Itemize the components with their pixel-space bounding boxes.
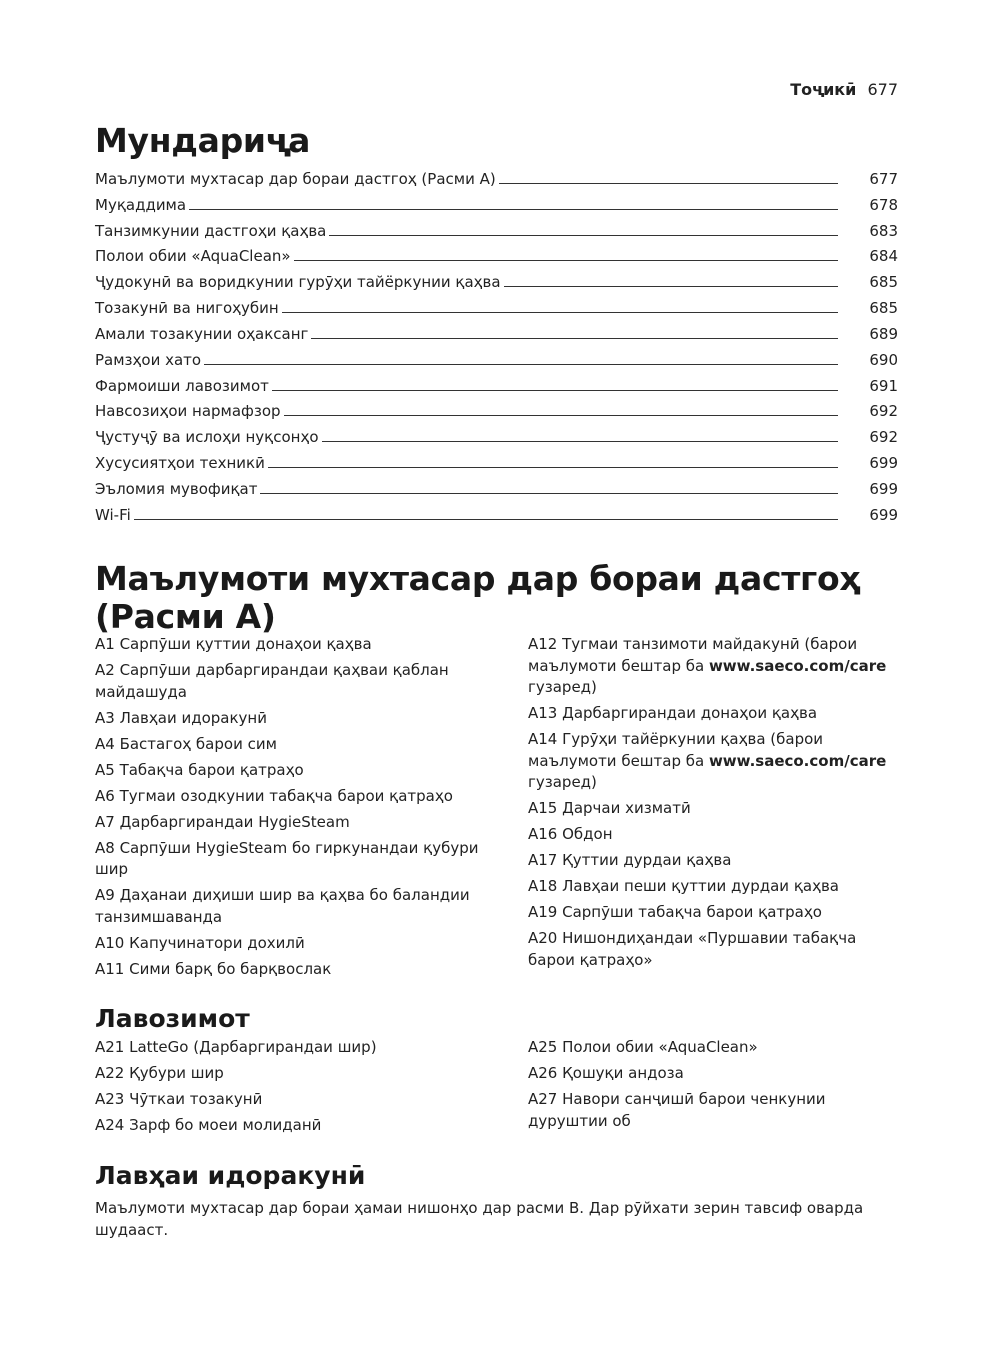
item-text: A10 Капучинатори дохилӣ bbox=[95, 933, 305, 952]
toc-leader-line bbox=[268, 467, 838, 468]
toc-entry[interactable] bbox=[95, 344, 898, 370]
accessories-list-right bbox=[528, 1037, 898, 1141]
accessories-list-left bbox=[95, 1037, 495, 1141]
toc-entry[interactable] bbox=[95, 499, 898, 525]
list-item bbox=[95, 885, 495, 928]
list-item bbox=[95, 838, 495, 881]
toc-entry-page: 691 bbox=[869, 376, 898, 395]
toc-entry-title: Ҷустуҷӯ ва ислоҳи нуқсонҳо bbox=[95, 428, 319, 447]
item-text: A12 Тугмаи танзимоти майдакунӣ (барои маълумоти бештар ба bbox=[528, 635, 858, 675]
toc-entry-page: 699 bbox=[869, 454, 898, 473]
list-item bbox=[95, 1089, 495, 1111]
list-item bbox=[95, 1115, 495, 1137]
list-item bbox=[95, 708, 495, 730]
item-text: A21 LatteGo (Дарбаргирандаи шир) bbox=[95, 1038, 377, 1056]
list-item bbox=[95, 760, 495, 782]
list-item bbox=[528, 729, 898, 794]
toc-entry[interactable] bbox=[95, 447, 898, 473]
care-link[interactable]: www.saeco.com/care bbox=[708, 656, 887, 675]
item-text: A25 Полои обии «AquaClean» bbox=[528, 1038, 758, 1056]
header-page-number: 677 bbox=[867, 80, 898, 99]
toc-entry-title: Хусусиятҳои техникӣ bbox=[95, 454, 265, 473]
accessories-heading: Лавозимот bbox=[95, 1004, 250, 1033]
item-text: A13 Дарбаргирандаи донаҳои қаҳва bbox=[528, 704, 818, 722]
item-text: A9 Даҳанаи диҳиши шир ва қаҳва бо баландии танзимшаванда bbox=[95, 886, 470, 926]
toc-leader-line bbox=[204, 364, 838, 365]
list-item bbox=[528, 902, 898, 924]
toc-entry-title: Маълумоти мухтасар дар бораи дастгоҳ (Расми A) bbox=[95, 169, 496, 188]
item-text: A20 Нишондиҳандаи «Пуршавии табақча барои қатраҳо» bbox=[528, 929, 857, 969]
list-item bbox=[528, 798, 898, 820]
care-link[interactable]: www.saeco.com/care bbox=[708, 751, 887, 770]
header-language: Тоҷикӣ bbox=[790, 80, 857, 99]
item-text: A24 Зарф бо моеи молиданӣ bbox=[95, 1116, 322, 1134]
item-text: A11 Сими барқ бо барқвослак bbox=[95, 959, 332, 978]
toc-entry-page: 692 bbox=[869, 428, 898, 447]
item-text-after: гузаред) bbox=[528, 678, 597, 696]
toc-entry-page: 690 bbox=[869, 350, 898, 369]
toc-entry[interactable] bbox=[95, 163, 898, 189]
toc-entry[interactable] bbox=[95, 396, 898, 422]
item-text: A27 Навори санҷишӣ барои ченкунии дуруштии об bbox=[528, 1090, 826, 1130]
toc-entry-page: 689 bbox=[869, 324, 898, 343]
item-text: A1 Сарпӯши қуттии донаҳои қаҳва bbox=[95, 635, 372, 653]
list-item bbox=[528, 634, 898, 699]
toc-entry[interactable] bbox=[95, 215, 898, 241]
list-item bbox=[528, 1063, 898, 1085]
list-item bbox=[528, 1037, 898, 1059]
list-item bbox=[95, 734, 495, 756]
toc-heading: Мундариҷа bbox=[95, 121, 311, 160]
toc-entry-page: 678 bbox=[869, 195, 898, 214]
item-text: A7 Дарбаргирандаи HygieSteam bbox=[95, 812, 350, 831]
item-text: A14 Гурӯҳи тайёркунии қаҳва (барои маълумоти бештар ба bbox=[528, 730, 824, 770]
item-text: A23 Чӯткаи тозакунӣ bbox=[95, 1090, 263, 1108]
item-text: A3 Лавҳаи идоракунӣ bbox=[95, 708, 267, 727]
toc-entry-page: 685 bbox=[869, 273, 898, 292]
control-panel-paragraph: Маълумоти мухтасар дар бораи ҳамаи нишонҳо дар расми B. Дар рӯйхати зерин тавсиф оварда шудааст. bbox=[95, 1199, 864, 1239]
toc-leader-line bbox=[189, 209, 838, 210]
toc-entry[interactable] bbox=[95, 266, 898, 292]
list-item bbox=[95, 786, 495, 808]
toc-entry[interactable] bbox=[95, 292, 898, 318]
list-item bbox=[528, 703, 898, 725]
toc-entry-title: Эъломия мувофиқат bbox=[95, 479, 258, 498]
list-item bbox=[95, 812, 495, 834]
toc-entry-page: 683 bbox=[869, 221, 898, 240]
item-text-after: гузаред) bbox=[528, 773, 597, 791]
list-item bbox=[528, 876, 898, 898]
toc-leader-line bbox=[322, 441, 838, 442]
running-header bbox=[790, 80, 898, 99]
item-text: A26 Қошуқи андоза bbox=[528, 1064, 684, 1082]
toc-entry-title: Навсозиҳои нармафзор bbox=[95, 402, 281, 421]
item-text: A8 Сарпӯши HygieSteam бо гиркунандаи қубури шир bbox=[95, 838, 479, 878]
list-item bbox=[528, 928, 898, 971]
item-text: A5 Табақча барои қатраҳо bbox=[95, 760, 304, 779]
toc-leader-line bbox=[499, 183, 838, 184]
item-text: A6 Тугмаи озодкунии табақча барои қатраҳо bbox=[95, 786, 453, 805]
toc-entry[interactable] bbox=[95, 370, 898, 396]
toc-entry-title: Рамзҳои хато bbox=[95, 350, 202, 369]
toc-leader-line bbox=[294, 260, 838, 261]
toc-entry-page: 685 bbox=[869, 299, 898, 318]
toc-entry[interactable] bbox=[95, 473, 898, 499]
toc-leader-line bbox=[134, 519, 838, 520]
toc-entry[interactable] bbox=[95, 189, 898, 215]
accessories-columns bbox=[95, 1037, 898, 1141]
table-of-contents bbox=[95, 163, 898, 525]
item-text: A16 Обдон bbox=[528, 825, 613, 843]
toc-entry[interactable] bbox=[95, 318, 898, 344]
toc-entry[interactable] bbox=[95, 421, 898, 447]
toc-leader-line bbox=[311, 338, 838, 339]
toc-leader-line bbox=[329, 235, 838, 236]
item-text: A15 Дарчаи хизматӣ bbox=[528, 799, 691, 817]
list-item bbox=[528, 824, 898, 846]
item-text: A4 Бастагоҳ барои сим bbox=[95, 734, 277, 753]
toc-leader-line bbox=[272, 390, 838, 391]
list-item bbox=[95, 660, 495, 703]
list-item bbox=[95, 1063, 495, 1085]
toc-leader-line bbox=[260, 493, 838, 494]
toc-leader-line bbox=[284, 415, 838, 416]
toc-leader-line bbox=[282, 312, 838, 313]
toc-entry-title: Ҷудокунӣ ва воридкунии гурӯҳи тайёркунии қаҳва bbox=[95, 273, 501, 292]
toc-entry-title: Полои обии «AquaClean» bbox=[95, 247, 291, 266]
toc-entry-title: Амали тозакунии оҳаксанг bbox=[95, 324, 309, 343]
toc-entry-page: 684 bbox=[869, 247, 898, 266]
list-item bbox=[95, 1037, 495, 1059]
toc-entry-page: 699 bbox=[869, 505, 898, 524]
overview-columns bbox=[95, 634, 898, 985]
item-text: A2 Сарпӯши дарбаргирандаи қаҳваи қаблан майдашуда bbox=[95, 661, 449, 701]
list-item bbox=[95, 933, 495, 955]
item-text: A19 Сарпӯши табақча барои қатраҳо bbox=[528, 903, 822, 921]
toc-entry-title: Танзимкунии дастгоҳи қаҳва bbox=[95, 221, 327, 240]
item-text: A18 Лавҳаи пеши қуттии дурдаи қаҳва bbox=[528, 877, 839, 895]
toc-entry-page: 699 bbox=[869, 479, 898, 498]
item-text: A22 Қубури шир bbox=[95, 1064, 224, 1082]
overview-list-right bbox=[528, 634, 898, 985]
toc-entry-title: Муқаддима bbox=[95, 195, 187, 214]
list-item bbox=[528, 850, 898, 872]
list-item bbox=[95, 959, 495, 981]
toc-entry-title: Wi-Fi bbox=[95, 505, 131, 524]
control-panel-heading: Лавҳаи идоракунӣ bbox=[95, 1161, 366, 1190]
list-item bbox=[95, 634, 495, 656]
list-item bbox=[528, 1089, 898, 1132]
overview-heading: Маълумоти мухтасар дар бораи дастгоҳ (Расми A) bbox=[95, 559, 861, 636]
overview-list-left bbox=[95, 634, 495, 985]
toc-entry-page: 692 bbox=[869, 402, 898, 421]
toc-entry[interactable] bbox=[95, 241, 898, 267]
toc-entry-title: Фармоиши лавозимот bbox=[95, 376, 269, 395]
item-text: A17 Қуттии дурдаи қаҳва bbox=[528, 851, 732, 869]
toc-entry-title: Тозакунӣ ва нигоҳубин bbox=[95, 299, 279, 318]
toc-entry-page: 677 bbox=[869, 169, 898, 188]
toc-leader-line bbox=[504, 286, 838, 287]
